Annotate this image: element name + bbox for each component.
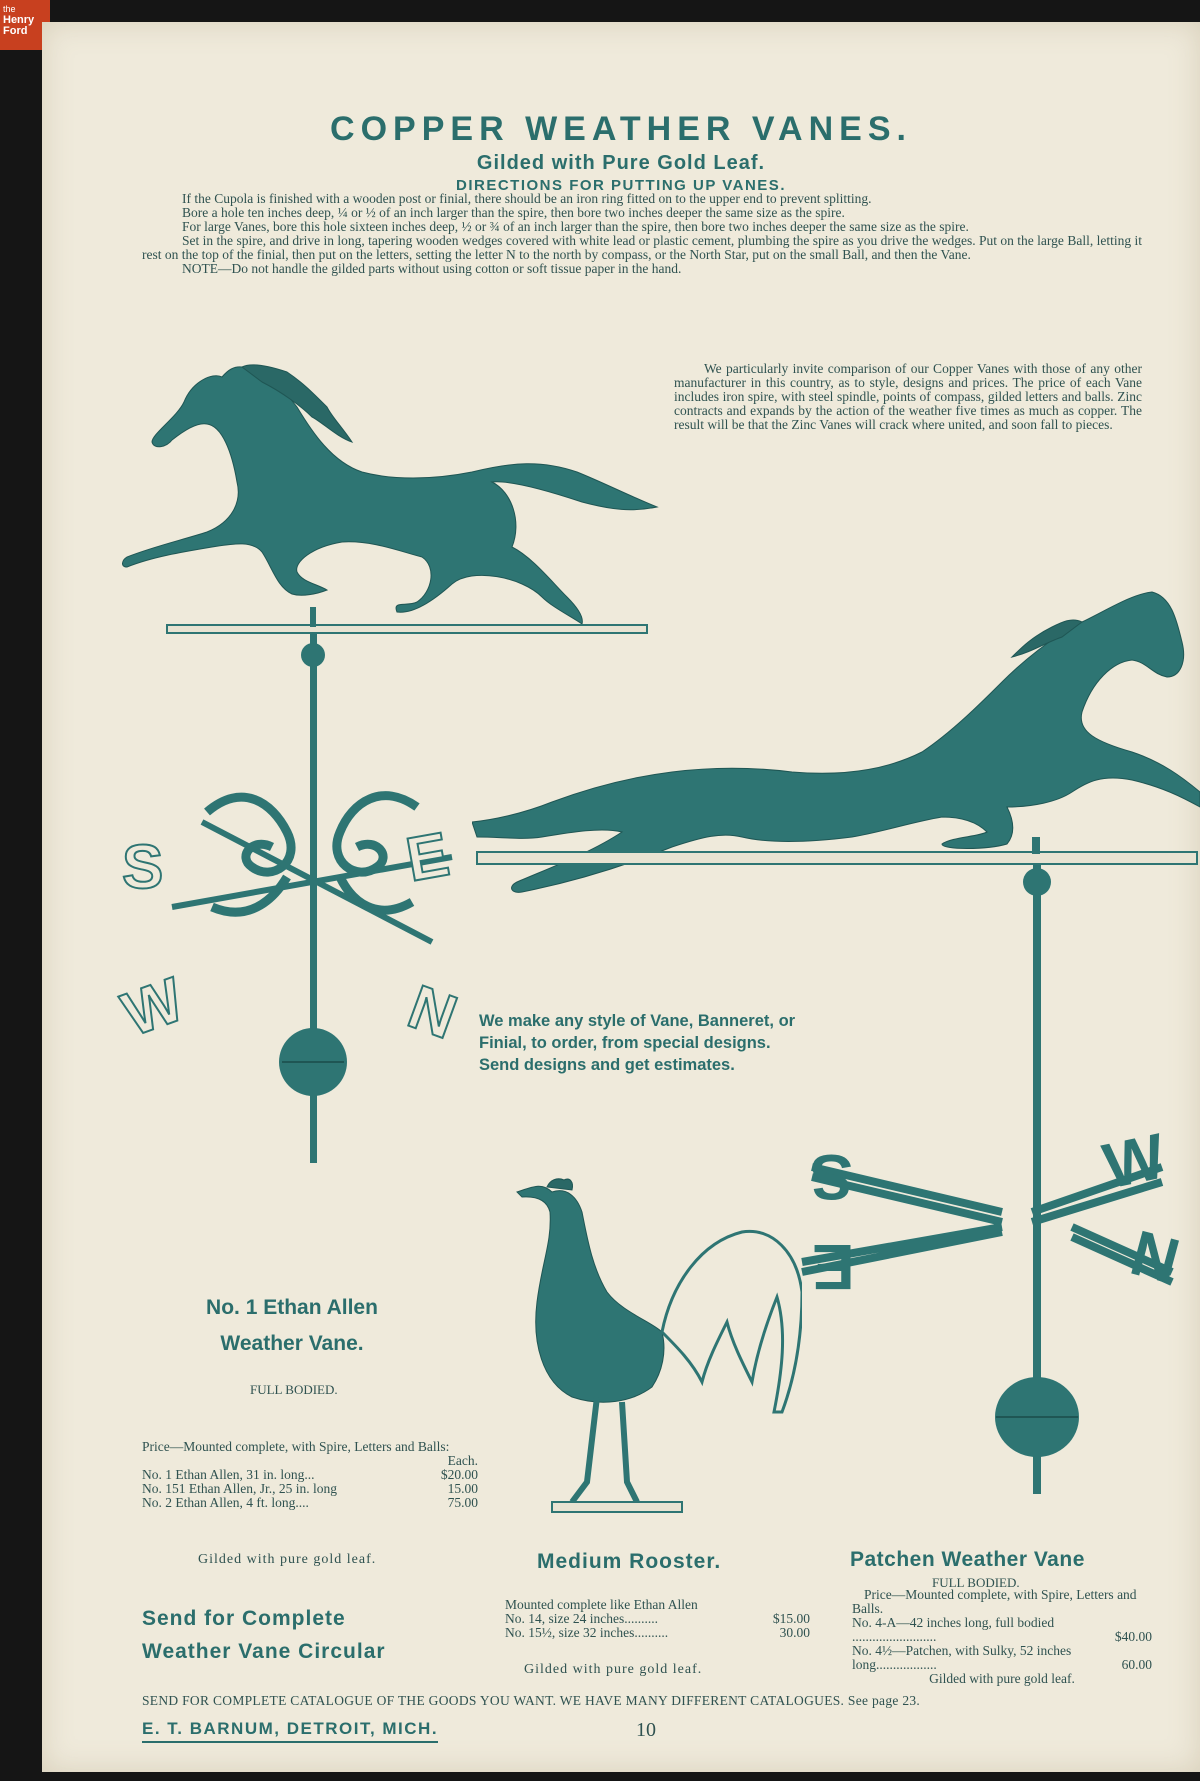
item-price: 30.00	[779, 1625, 810, 1640]
comparison-paragraph: We particularly invite comparison of our Copper Vanes with those of any other manufacturer in this country, as to style, designs and prices. The price of each Vane includes iron spire, with steel spindle, points of compass, gilded letters and balls. Zinc contracts and expands by the action of the weather five times as much as copper. The result will be that the Zinc Vanes will crack where united, and soon fall to pieces.	[674, 361, 1142, 432]
page-title: COPPER WEATHER VANES.	[330, 110, 912, 148]
direction-paragraph: Bore a hole ten inches deep, ¼ or ½ of an inch larger than the spire, then bore two inches deeper the same size as the spire.	[182, 205, 845, 220]
item-price: $40.00	[1114, 1629, 1152, 1644]
page-number: 10	[636, 1719, 656, 1741]
direction-note: NOTE—Do not handle the gilded parts without using cotton or soft tissue paper in the hand.	[182, 261, 682, 276]
each-label: Each.	[447, 1453, 478, 1468]
price-row	[142, 1496, 478, 1510]
item-desc: No. 15½, size 32 inches..........	[505, 1625, 669, 1640]
price-row	[505, 1612, 810, 1626]
ethan-allen-price-intro: Price—Mounted complete, with Spire, Letters and Balls:	[142, 1439, 450, 1454]
logo-line-2: Henry	[3, 14, 35, 26]
item-desc: No. 2 Ethan Allen, 4 ft. long....	[142, 1495, 309, 1510]
rooster-prices	[505, 1598, 810, 1640]
compass-letter-e: E	[812, 1231, 855, 1303]
patchen-title: Patchen Weather Vane	[850, 1548, 1085, 1571]
item-price: 15.00	[447, 1481, 478, 1496]
compass-letter-w: W	[113, 965, 193, 1050]
item-desc: No. 151 Ethan Allen, Jr., 25 in. long	[142, 1481, 337, 1496]
compass-letter-e: E	[401, 819, 455, 896]
directions-text	[142, 192, 1142, 276]
page-subtitle: Gilded with Pure Gold Leaf.	[476, 152, 766, 174]
ethan-allen-gilded: Gilded with pure gold leaf.	[198, 1552, 377, 1567]
price-row	[142, 1482, 478, 1496]
circular-line-1: Send for Complete	[142, 1607, 346, 1630]
rooster-intro: Mounted complete like Ethan Allen	[505, 1597, 698, 1612]
ethan-allen-title-line-1: No. 1 Ethan Allen	[206, 1296, 378, 1319]
logo-line-3: Ford	[3, 25, 28, 37]
logo-line-1: the	[3, 4, 16, 14]
directions-heading: DIRECTIONS FOR PUTTING UP VANES.	[456, 177, 786, 194]
compass-letter-s: S	[810, 1141, 853, 1213]
catalogue-page	[42, 22, 1200, 1772]
price-row	[852, 1644, 1152, 1672]
compass-letter-s: S	[122, 833, 164, 902]
ethan-allen-prices	[142, 1440, 478, 1510]
direction-paragraph: If the Cupola is finished with a wooden post or finial, there should be an iron ring fitted on to the upper end to prevent splitting.	[182, 191, 872, 206]
item-desc: No. 14, size 24 inches..........	[505, 1611, 658, 1626]
catalogue-note: SEND FOR COMPLETE CATALOGUE OF THE GOODS YOU WANT. WE HAVE MANY DIFFERENT CATALOGUES. See page 23.	[142, 1693, 921, 1708]
publisher-line: E. T. BARNUM, DETROIT, MICH.	[142, 1719, 438, 1743]
horse-illustration	[472, 592, 1200, 892]
ethan-allen-title-line-2: Weather Vane.	[220, 1332, 364, 1355]
direction-paragraph: Set in the spire, and drive in long, tapering wooden wedges covered with white lead or plastic cement, plumbing the spire as you drive the wedges. Put on the large Ball, letting it rest on the top of the finial, then put on the letters, setting the letter N to the north by compass, or the North Star, put on the small Ball, and then the Vane.	[142, 233, 1142, 262]
patchen-full-bodied: FULL BODIED.	[932, 1575, 1020, 1590]
direction-paragraph: For large Vanes, bore this hole sixteen inches deep, ½ or ¾ of an inch larger than the spire, then bore two inches deeper the same size as the spire.	[182, 219, 969, 234]
rooster-title: Medium Rooster.	[537, 1550, 722, 1573]
patchen-price-intro: Price—Mounted complete, with Spire, Letters and Balls.	[852, 1587, 1137, 1616]
patchen-gilded: Gilded with pure gold leaf.	[929, 1671, 1075, 1686]
ethan-allen-title	[142, 1290, 442, 1362]
ethan-allen-full-bodied: FULL BODIED.	[250, 1382, 338, 1397]
item-desc: No. 4½—Patchen, with Sulky, 52 inches long..................	[852, 1643, 1072, 1672]
rooster-gilded: Gilded with pure gold leaf.	[524, 1662, 703, 1677]
item-desc: No. 1 Ethan Allen, 31 in. long...	[142, 1467, 315, 1482]
compass-letter-w: W	[1097, 1119, 1172, 1203]
special-order-note: We make any style of Vane, Banneret, or Finial, to order, from special designs. Send designs and get estimates.	[479, 1012, 796, 1074]
comparison-text	[674, 362, 1142, 432]
item-price: $20.00	[440, 1467, 478, 1482]
price-row	[852, 1616, 1152, 1644]
circular-note	[142, 1602, 386, 1668]
circular-line-2: Weather Vane Circular	[142, 1640, 386, 1663]
compass-letter-n: N	[399, 972, 466, 1053]
rooster-illustration	[512, 1162, 802, 1532]
item-desc: No. 4-A—42 inches long, full bodied .........................	[852, 1615, 1055, 1644]
item-price: 75.00	[447, 1495, 478, 1510]
price-row	[142, 1468, 478, 1482]
price-row	[505, 1626, 810, 1640]
compass-letter-n: N	[1123, 1216, 1187, 1298]
item-price: $15.00	[772, 1611, 810, 1626]
patchen-prices	[852, 1588, 1152, 1686]
item-price: 60.00	[1121, 1657, 1152, 1672]
